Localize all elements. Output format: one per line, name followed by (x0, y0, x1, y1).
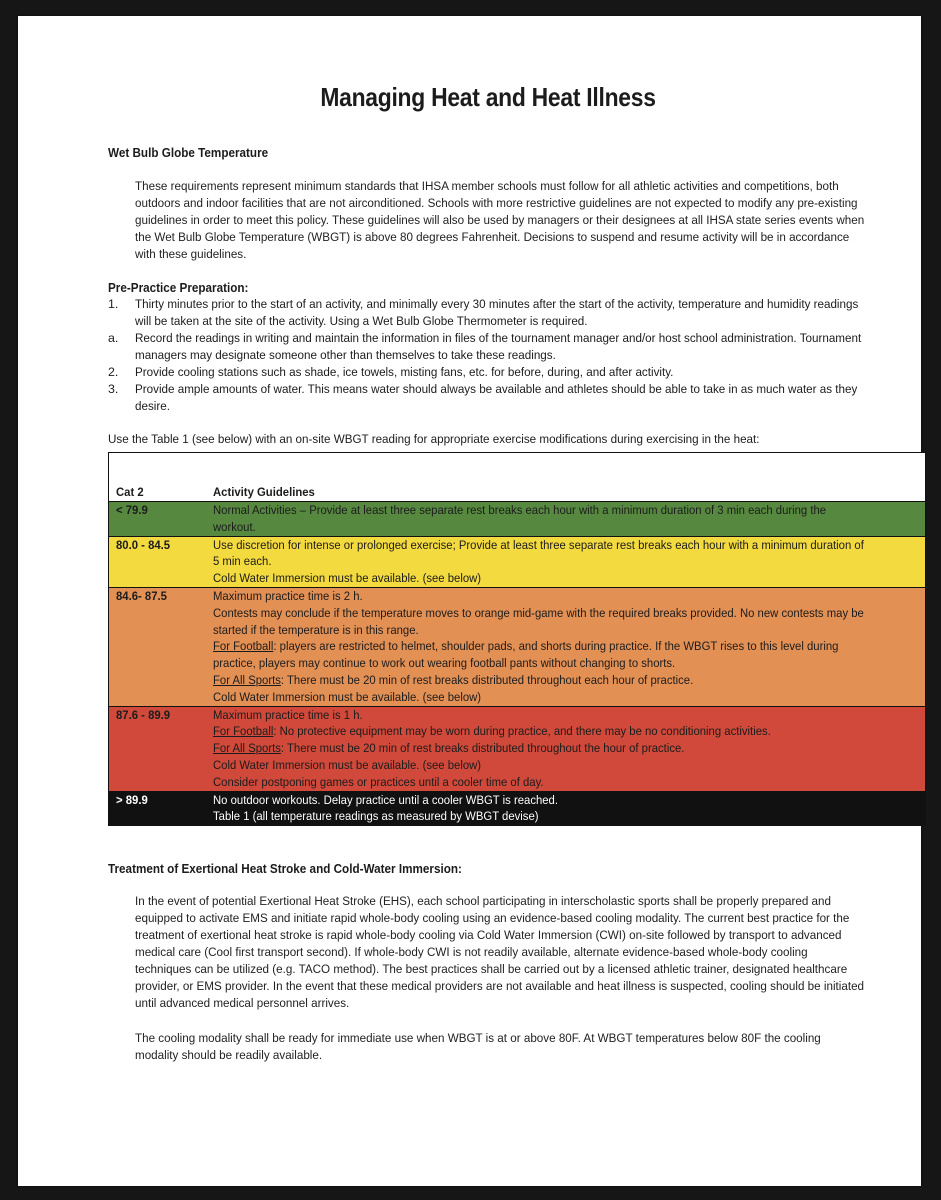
category-cell (109, 536, 207, 587)
pre-practice-heading: Pre-Practice Preparation: (108, 280, 249, 295)
category-cell (109, 791, 207, 826)
guideline-text: : There must be 20 min of rest breaks distributed throughout the hour of practice. (280, 741, 685, 756)
guideline-label: For Football (213, 639, 274, 654)
table-row-red (109, 706, 926, 791)
guideline-text: : There must be 20 min of rest breaks distributed throughout each hour of practice. (280, 672, 694, 687)
list-text: Record the readings in writing and maintain the information in files of the tournament manager and/or host school administration. Tournament managers may designate someone other than themselves to take these readings. (135, 331, 862, 362)
category-cell (109, 502, 207, 537)
document-page (18, 16, 921, 1186)
table-header-row (109, 453, 926, 502)
guideline-line (213, 740, 868, 757)
category-value: 87.6 - 89.9 (116, 707, 171, 722)
guideline-cell (206, 587, 926, 706)
guideline-line (213, 672, 868, 689)
list-item (108, 381, 868, 415)
list-text: Provide ample amounts of water. This means water should always be available and athletes should be able to take in as much water as they desire. (135, 382, 858, 413)
guideline-line: Maximum practice time is 1 h. (213, 707, 363, 722)
guideline-line (213, 723, 868, 740)
category-value: 80.0 - 84.5 (116, 537, 171, 552)
list-text: Provide cooling stations such as shade, ice towels, misting fans, etc. for before, during, and after activity. (135, 365, 674, 379)
guideline-line: Cold Water Immersion must be available. (see below) (213, 689, 482, 704)
column-header-guidelines-label: Activity Guidelines (213, 485, 315, 500)
category-value: < 79.9 (116, 503, 148, 517)
category-cell (109, 706, 207, 791)
column-header-guidelines (206, 453, 926, 502)
treatment-paragraph-2: The cooling modality shall be ready for immediate use when WBGT is at or above 80F. At WBGT temperatures below 80F the cooling modality should be readily available. (135, 1031, 821, 1062)
guideline-line: Maximum practice time is 2 h. (213, 588, 363, 603)
guideline-line: Cold Water Immersion must be available. (see below) (213, 571, 482, 586)
table-caption: Table 1 (all temperature readings as measured by WBGT devise) (213, 809, 539, 824)
table-row-green (109, 502, 926, 537)
guideline-line (213, 638, 868, 672)
guideline-text: : No protective equipment may be worn during practice, and there may be no conditioning activities. (273, 724, 771, 739)
table-row-black (109, 791, 926, 826)
pre-practice-list (108, 296, 868, 415)
list-marker: 3. (108, 382, 119, 396)
list-text: Thirty minutes prior to the start of an activity, and minimally every 30 minutes after the start of the activity, temperature and humidity readings will be taken at the site of the activity. Using a Wet Bulb Globe Thermometer is required. (135, 297, 859, 328)
guideline-label: For All Sports (213, 672, 281, 687)
guideline-line: Cold Water Immersion must be available. (see below) (213, 757, 482, 772)
guideline-line: Use discretion for intense or prolonged exercise; Provide at least three separate rest breaks each hour with a minimum duration of 5 min each. (213, 537, 864, 569)
list-item (108, 330, 868, 364)
guideline-label: For Football (213, 724, 274, 739)
category-cell (109, 587, 207, 706)
table-intro: Use the Table 1 (see below) with an on-site WBGT reading for appropriate exercise modifications during exercising in the heat: (108, 432, 760, 446)
wbgt-paragraph: These requirements represent minimum standards that IHSA member schools must follow for all athletic activities and competitions, both outdoors and indoor facilities that are not airconditioned. Schools with more restrictive guidelines are not expected to modify any pre-existing guidelines in order to meet this policy. These guidelines will also be used by managers or their designees at all IHSA state series events when the Wet Bulb Globe Temperature (WBGT) is above 80 degrees Fahrenheit. Decisions to suspend and resume activity will be in accordance with these guidelines. (135, 179, 865, 261)
guideline-label: For All Sports (213, 741, 281, 756)
table-row-yellow (109, 536, 926, 587)
list-item (108, 296, 868, 330)
column-header-cat (109, 453, 207, 502)
page-title: Managing Heat and Heat Illness (320, 82, 656, 112)
guideline-cell (206, 791, 926, 826)
guideline-cell (206, 536, 926, 587)
table-row-orange (109, 587, 926, 706)
guideline-cell (206, 502, 926, 537)
category-value: 84.6- 87.5 (116, 588, 167, 603)
category-value: > 89.9 (116, 792, 148, 807)
guideline-cell (206, 706, 926, 791)
activity-guidelines-table (108, 452, 926, 826)
guideline-line: No outdoor workouts. Delay practice until a cooler WBGT is reached. (213, 792, 558, 807)
guideline-line: Normal Activities – Provide at least three separate rest breaks each hour with a minimum duration of 3 min each during the workout. (213, 503, 827, 534)
wbgt-heading: Wet Bulb Globe Temperature (108, 145, 269, 160)
list-marker: 1. (108, 297, 119, 311)
column-header-cat-label: Cat 2 (116, 485, 144, 500)
treatment-paragraph-1: In the event of potential Exertional Heat Stroke (EHS), each school participating in interscholastic sports shall be properly prepared and equipped to activate EMS and initiate rapid whole-body cooling using an evidence-based cooling modality. The current best practice for the treatment of exertional heat stroke is rapid whole-body cooling via Cold Water Immersion (CWI) on-site followed by transport to advanced medical care (Cool first transport second). If whole-body CWI is not readily available, alternate evidence-based whole-body cooling techniques can be utilized (e.g. TACO method). The best practices shall be carried out by a licensed athletic trainer, designated healthcare provider, or EMS provider. In the event that these medical providers are not available and heat illness is suspected, cooling should be initiated until advanced medical personnel arrives. (135, 894, 865, 1010)
guideline-text: : players are restricted to helmet, shoulder pads, and shorts during practice. If the WBGT rises to this level during practice, players may continue to work out wearing football pants without changing to shorts. (213, 639, 839, 671)
list-marker: 2. (108, 365, 119, 379)
treatment-heading: Treatment of Exertional Heat Stroke and Cold-Water Immersion: (108, 861, 462, 876)
guideline-line: Contests may conclude if the temperature moves to orange mid-game with the required breaks provided. No new contests may be started if the temperature is in this range. (213, 605, 864, 637)
list-item (108, 364, 868, 381)
list-marker: a. (108, 331, 119, 345)
guideline-line: Consider postponing games or practices until a cooler time of day. (213, 774, 544, 789)
